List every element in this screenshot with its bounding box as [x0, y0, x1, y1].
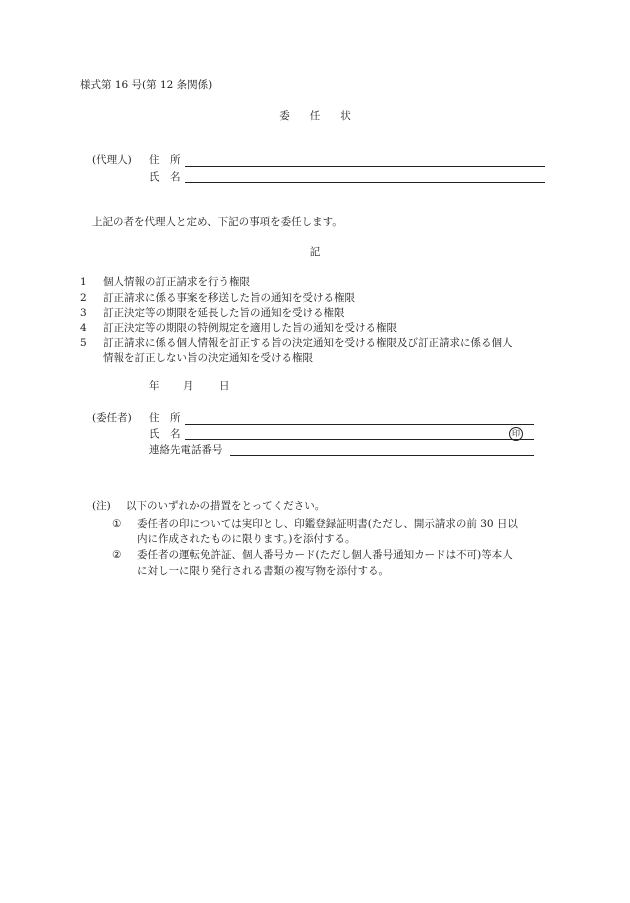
principal-address-line[interactable]	[185, 424, 534, 425]
list-item-text: 訂正請求に係る個人情報を訂正する旨の決定通知を受ける権限及び訂正請求に係る個人	[103, 337, 513, 349]
ki-heading: 記	[309, 246, 321, 258]
principal-address-label: 住 所	[149, 412, 181, 424]
date-day: 日	[219, 380, 230, 392]
date-year: 年	[149, 380, 160, 392]
note-item-text-continued: 内に作成されたものに限ります。)を添付する。	[137, 533, 356, 545]
note-item-text: 委任者の印については実印とし、印鑑登録証明書(ただし、開示請求の前 30 日以	[137, 518, 518, 530]
principal-phone-line[interactable]	[230, 455, 534, 456]
list-item-text-continued: 情報を訂正しない旨の決定通知を受ける権限	[103, 352, 313, 364]
agent-name-label: 氏 名	[149, 171, 181, 183]
list-item-text: 訂正請求に係る事案を移送した旨の通知を受ける権限	[103, 292, 355, 304]
note-item-text: 委任者の運転免許証、個人番号カード(ただし個人番号通知カードは不可)等本人	[137, 549, 513, 561]
document-title: 委任状	[279, 110, 371, 122]
form-number: 様式第 16 号(第 12 条関係)	[80, 79, 213, 91]
seal-mark: 印	[509, 427, 523, 441]
list-item-number: 2	[80, 292, 87, 304]
note-item-text-continued: に対し一に限り発行される書類の複写物を添付する。	[137, 565, 389, 577]
date-month: 月	[183, 380, 194, 392]
principal-phone-label: 連絡先電話番号	[149, 444, 223, 456]
note-item-mark: ②	[112, 549, 122, 561]
list-item-text: 個人情報の訂正請求を行う権限	[103, 276, 250, 288]
note-text: 以下のいずれかの措置をとってください。	[126, 500, 326, 512]
agent-address-label: 住 所	[149, 154, 181, 166]
agent-name-line[interactable]	[185, 182, 545, 183]
list-item-text: 訂正決定等の期限を延長した旨の通知を受ける権限	[103, 307, 345, 319]
list-item-number: 4	[80, 322, 87, 334]
note-label: (注)	[92, 500, 111, 512]
principal-name-label: 氏 名	[149, 428, 181, 440]
intro-text: 上記の者を代理人と定め、下記の事項を委任します。	[92, 216, 343, 228]
list-item-text: 訂正決定等の期限の特例規定を適用した旨の通知を受ける権限	[103, 322, 397, 334]
principal-label: (委任者)	[92, 412, 132, 424]
list-item-number: 1	[80, 276, 87, 288]
agent-address-line[interactable]	[185, 166, 545, 167]
note-item-mark: ①	[112, 518, 122, 530]
list-item-number: 3	[80, 307, 87, 319]
list-item-number: 5	[80, 337, 87, 349]
principal-name-line[interactable]	[185, 439, 534, 440]
agent-label: (代理人)	[92, 154, 132, 166]
